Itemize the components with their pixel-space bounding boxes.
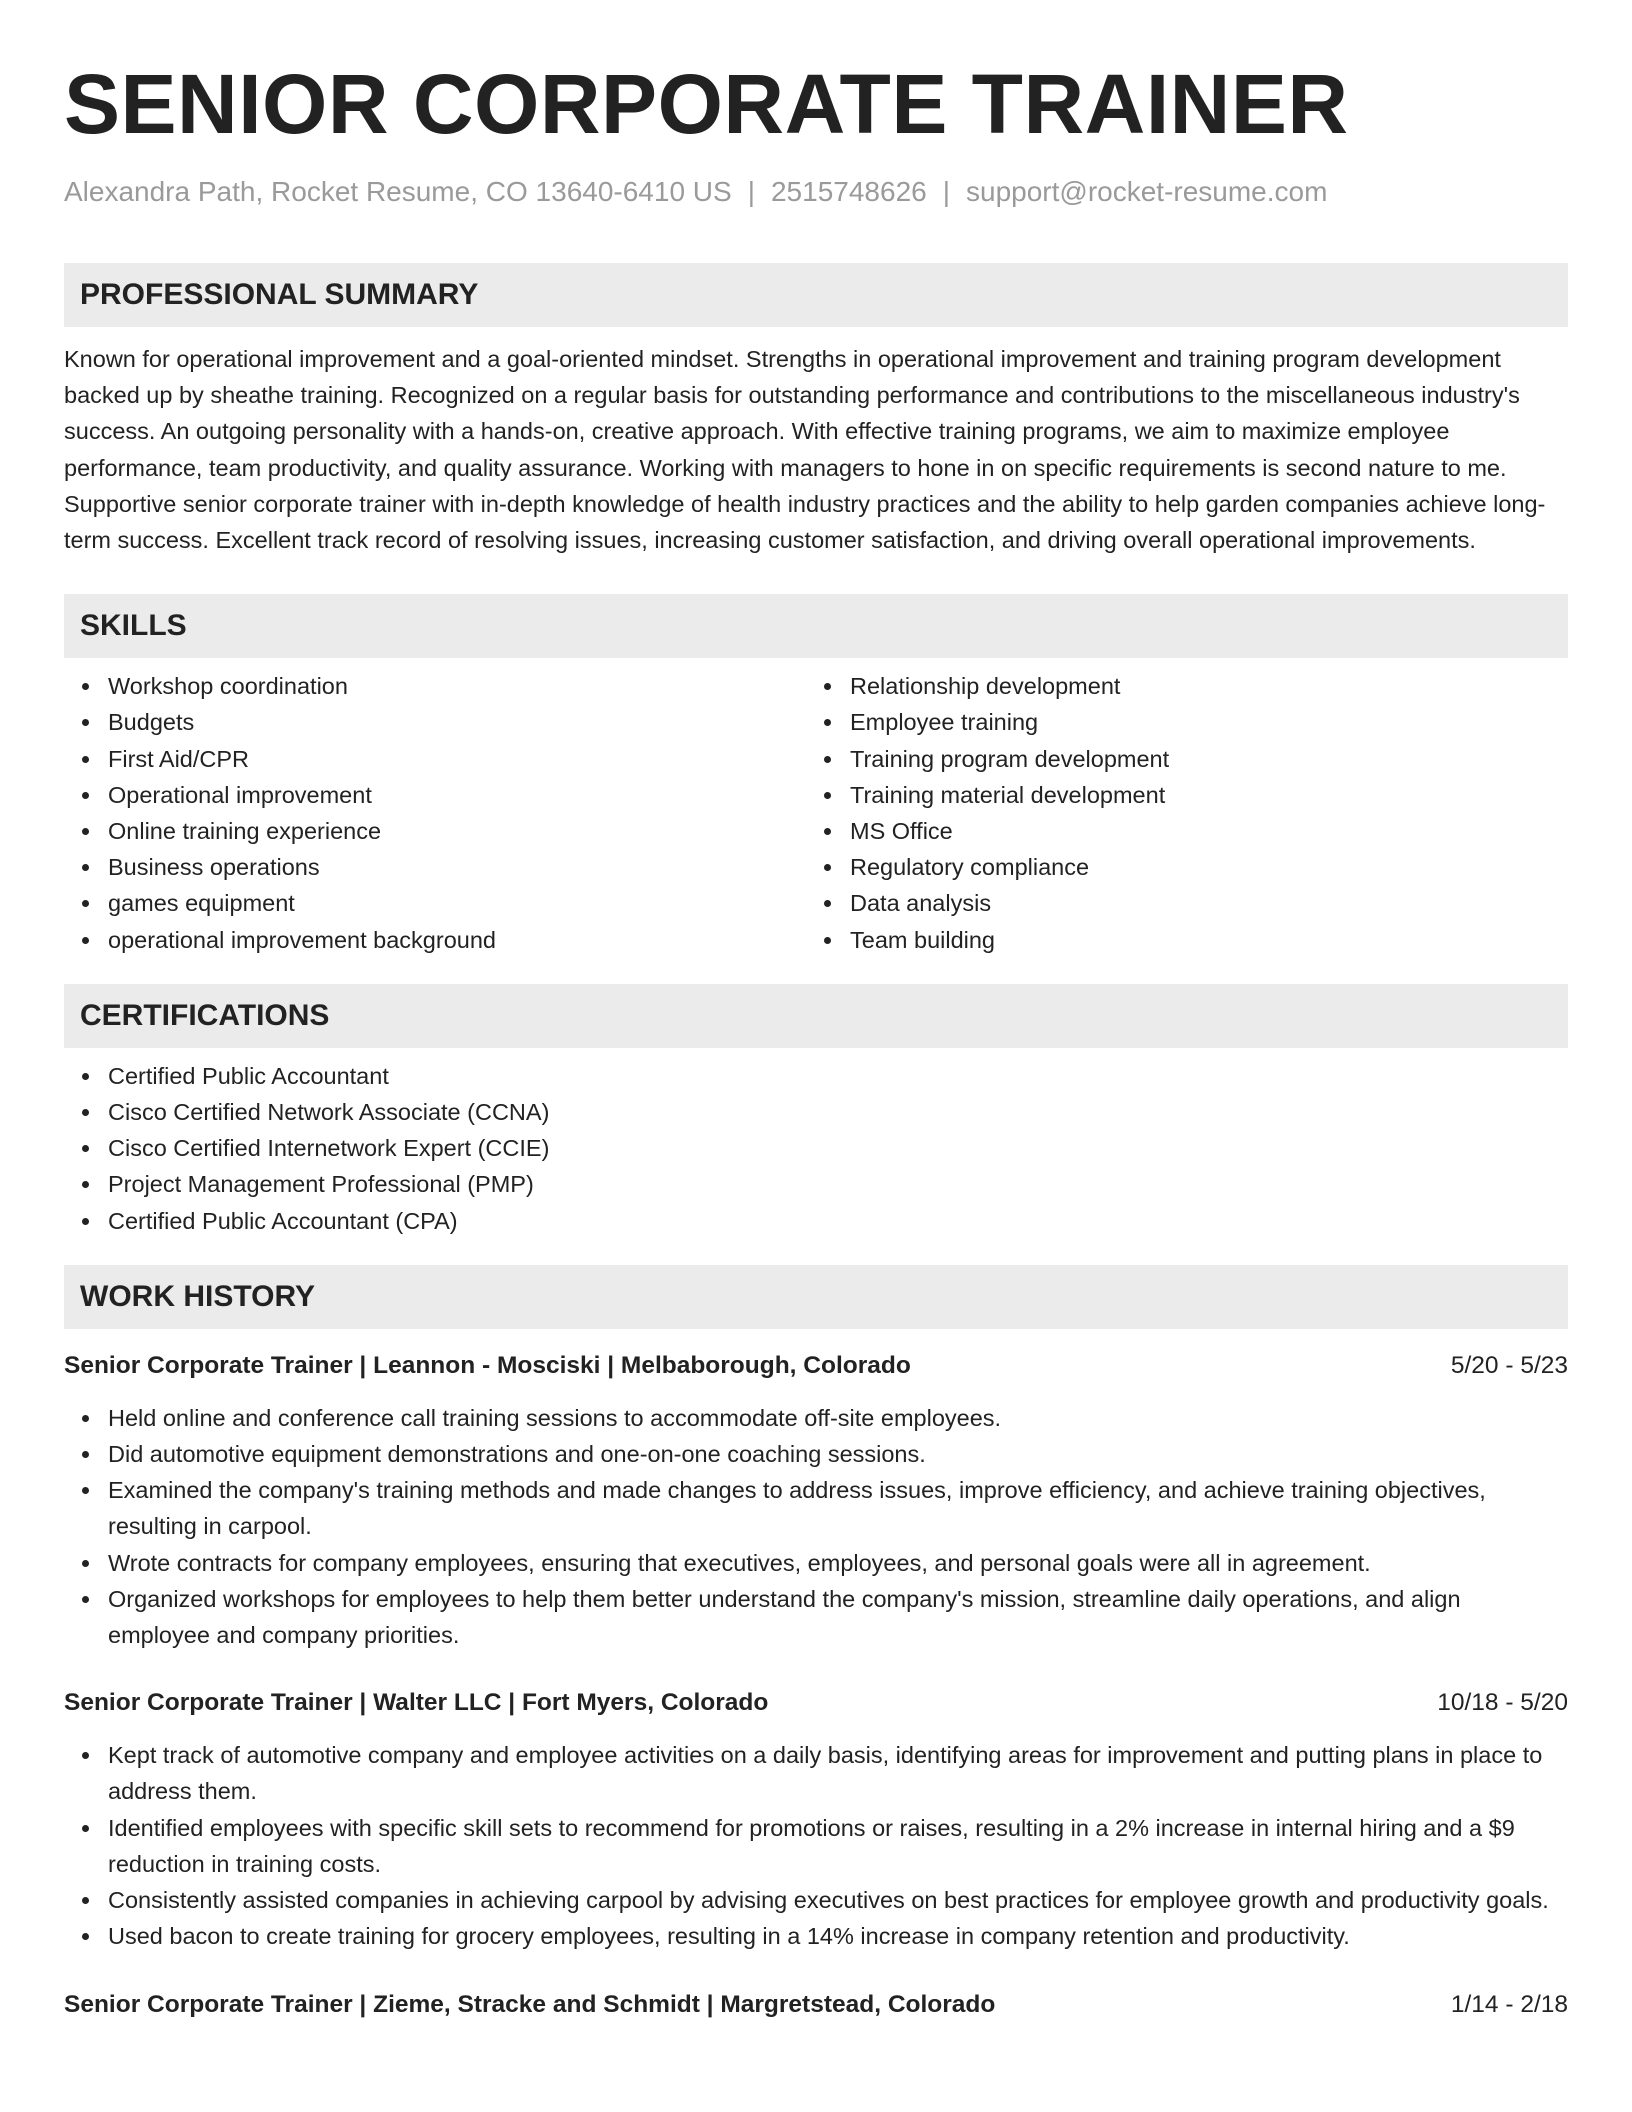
skill-item: Team building [850, 922, 1548, 958]
skill-item: Relationship development [850, 668, 1548, 704]
skill-item: MS Office [850, 813, 1548, 849]
job-dates: 5/20 - 5/23 [1450, 1351, 1568, 1379]
skill-item: Workshop coordination [108, 668, 806, 704]
skill-item: Business operations [108, 849, 806, 885]
job-bullet: Kept track of automotive company and employee activities on a daily basis, identifying areas for improvement and putting plans in place to address them. [108, 1737, 1568, 1809]
summary-text: Known for operational improvement and a goal-oriented mindset. Strengths in operational improvement and training program development backed up by sheathe training. Recognized on a regular basis for outstanding performance and contributions to the miscellaneous industry's success. An outgoing personality with a hands-on, creative approach. With effective training programs, we aim to maximize employee performance, team productivity, and quality assurance. Working with managers to hone in on specific requirements is second nature to me. Supportive senior corporate trainer with in-depth knowledge of health industry practices and the ability to help garden companies achieve long-term success. Excellent track record of resolving issues, increasing customer satisfaction, and driving overall operational improvements. [64, 346, 1546, 554]
job-header [64, 1348, 1568, 1384]
job-bullet: Held online and conference call training sessions to accommodate off-site employees. [108, 1400, 1568, 1436]
certification-item: Project Management Professional (PMP) [108, 1166, 1568, 1202]
skills-heading: SKILLS [80, 609, 187, 643]
skill-item: Employee training [850, 704, 1548, 740]
job-bullet: Consistently assisted companies in achieving carpool by advising executives on best practices for employee growth and productivity goals. [108, 1882, 1568, 1918]
skill-item: Training program development [850, 741, 1548, 777]
work-history-heading: WORK HISTORY [80, 1279, 316, 1313]
certifications-section-header [64, 984, 1568, 1048]
certification-item: Cisco Certified Network Associate (CCNA) [108, 1094, 1568, 1130]
work-history-section-header [64, 1265, 1568, 1329]
job-entry [64, 1348, 1568, 1653]
skills-list-left [64, 668, 806, 958]
job-title: Senior Corporate Trainer | Walter LLC | Fort Myers, Colorado [64, 1689, 769, 1717]
job-entry [64, 1987, 1568, 2023]
work-history-list [64, 1348, 1568, 2023]
certifications-list [64, 1058, 1568, 1239]
certification-item: Certified Public Accountant [108, 1058, 1568, 1094]
skill-item: First Aid/CPR [108, 741, 806, 777]
job-bullet: Organized workshops for employees to help them better understand the company's mission, streamline daily operations, and align employee and company priorities. [108, 1581, 1568, 1653]
job-bullets [64, 1737, 1568, 1954]
job-dates: 10/18 - 5/20 [1437, 1689, 1568, 1717]
job-bullet: Did automotive equipment demonstrations and one-on-one coaching sessions. [108, 1436, 1568, 1472]
skill-item: Data analysis [850, 885, 1548, 921]
contact-phone: 2515748626 [770, 176, 927, 207]
skill-item: Online training experience [108, 813, 806, 849]
job-title: Senior Corporate Trainer | Zieme, Stracke and Schmidt | Margretstead, Colorado [64, 1990, 996, 2018]
job-header [64, 1987, 1568, 2023]
skill-item: games equipment [108, 885, 806, 921]
job-bullet: Identified employees with specific skill sets to recommend for promotions or raises, resulting in a 2% increase in internal hiring and a $9 reduction in training costs. [108, 1810, 1568, 1882]
contact-separator: | [747, 176, 755, 207]
candidate-title: SENIOR CORPORATE TRAINER [64, 57, 1349, 151]
contact-line [64, 174, 1568, 210]
job-entry [64, 1685, 1568, 1954]
contact-separator: | [942, 176, 950, 207]
job-bullet: Wrote contracts for company employees, ensuring that executives, employees, and personal goals were all in agreement. [108, 1545, 1568, 1581]
job-dates: 1/14 - 2/18 [1450, 1990, 1568, 2018]
certification-item: Cisco Certified Internetwork Expert (CCIE) [108, 1130, 1568, 1166]
job-header [64, 1685, 1568, 1721]
contact-address: Alexandra Path, Rocket Resume, CO 13640-6410 US [64, 176, 732, 207]
skill-item: Budgets [108, 704, 806, 740]
summary-section-header [64, 263, 1568, 327]
certification-item: Certified Public Accountant (CPA) [108, 1203, 1568, 1239]
certifications-heading: CERTIFICATIONS [80, 998, 330, 1032]
skills-grid [64, 668, 1568, 958]
skills-section-header [64, 594, 1568, 658]
contact-email[interactable]: support@rocket-resume.com [966, 176, 1328, 207]
skill-item: Operational improvement [108, 777, 806, 813]
skill-item: Regulatory compliance [850, 849, 1548, 885]
job-bullet: Examined the company's training methods and made changes to address issues, improve efficiency, and achieve training objectives, resulting in carpool. [108, 1472, 1568, 1544]
job-bullets [64, 1400, 1568, 1653]
skill-item: operational improvement background [108, 922, 806, 958]
summary-heading: PROFESSIONAL SUMMARY [80, 278, 479, 311]
skill-item: Training material development [850, 777, 1548, 813]
skills-list-right [806, 668, 1548, 958]
job-bullet: Used bacon to create training for grocery employees, resulting in a 14% increase in company retention and productivity. [108, 1918, 1568, 1954]
job-title: Senior Corporate Trainer | Leannon - Mosciski | Melbaborough, Colorado [64, 1351, 911, 1379]
